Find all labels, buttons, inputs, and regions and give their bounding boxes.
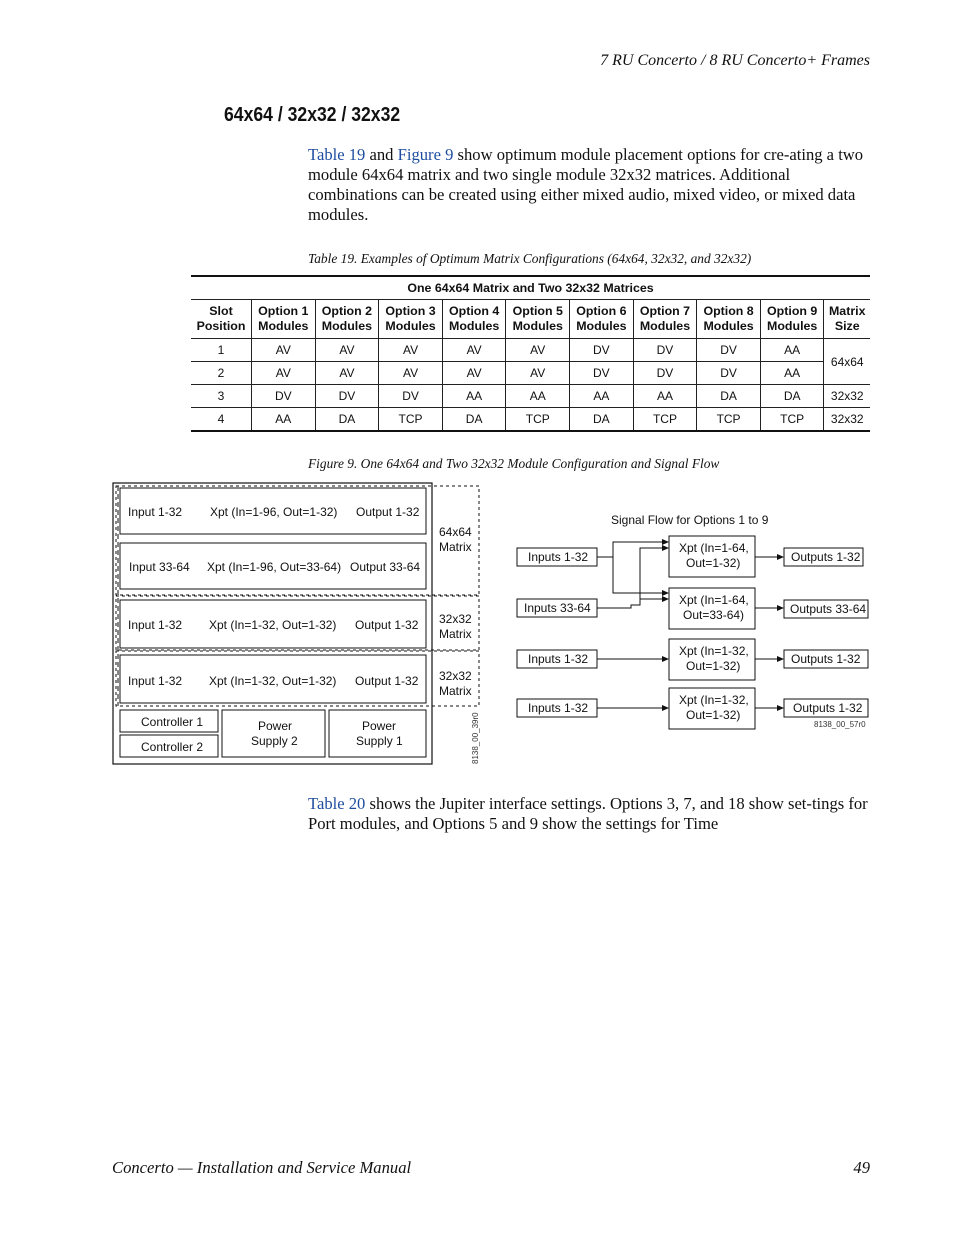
figure9-link[interactable]: Figure 9 [397, 145, 454, 164]
closing-paragraph [308, 794, 868, 834]
table-row [191, 339, 870, 362]
table-row [191, 362, 870, 385]
table-cell: AV [442, 362, 506, 385]
row4-output: Output 1-32 [355, 674, 419, 688]
matrix-64-label-2: Matrix [439, 540, 472, 554]
figure9-caption: Figure 9. One 64x64 and Two 32x32 Module Configuration and Signal Flow [308, 456, 720, 471]
intro-paragraph [308, 145, 868, 225]
cell-slot: 1 [191, 339, 252, 362]
col-option-2: Option 2 Modules [315, 300, 379, 339]
table-cell: DA [315, 408, 379, 432]
table-cell: DV [379, 385, 443, 408]
table-cell: AV [315, 362, 379, 385]
table-cell: AV [315, 339, 379, 362]
table-cell: DV [315, 385, 379, 408]
table-cell: AA [760, 362, 824, 385]
row3-output: Output 1-32 [355, 618, 419, 632]
table-cell: TCP [506, 408, 570, 432]
table-cell: AV [252, 339, 316, 362]
row2-input: Input 33-64 [129, 560, 190, 574]
table-cell: AA [252, 408, 316, 432]
psu-2-label-2: Supply 2 [251, 734, 298, 748]
cell-slot: 2 [191, 362, 252, 385]
input-label-1: Inputs 1-32 [528, 550, 589, 564]
output-label-3: Outputs 1-32 [791, 652, 861, 666]
row1-input: Input 1-32 [128, 505, 183, 519]
intro-text-2: show optimum module placement options for cre-ating a two module 64x64 matrix and two single module 32x32 matrices. Additional combinations can be created using either mixed audio, mixed video, or mixed data modules. [308, 145, 864, 224]
table-cell: AV [442, 339, 506, 362]
col-option-5: Option 5 Modules [506, 300, 570, 339]
col-option-7: Option 7 Modules [633, 300, 697, 339]
table19-top-header: One 64x64 Matrix and Two 32x32 Matrices [191, 276, 870, 300]
running-header: 7 RU Concerto / 8 RU Concerto+ Frames [600, 52, 870, 69]
psu-1-label-2: Supply 1 [356, 734, 403, 748]
figure-right-code: 8138_00_57r0 [814, 720, 866, 729]
table-cell: AA [442, 385, 506, 408]
output-label-1: Outputs 1-32 [791, 550, 861, 564]
xpt-label-3b: Out=1-32) [686, 659, 741, 673]
table-cell: AV [252, 362, 316, 385]
footer-page-number: 49 [853, 1158, 870, 1177]
row3-input: Input 1-32 [128, 618, 183, 632]
row2-xpt: Xpt (In=1-96, Out=33-64) [207, 560, 342, 574]
row1-output: Output 1-32 [356, 505, 420, 519]
table-cell: DA [570, 408, 634, 432]
table19-caption: Table 19. Examples of Optimum Matrix Configurations (64x64, 32x32, and 32x32) [308, 251, 752, 266]
table-cell: DV [252, 385, 316, 408]
figure-left-code: 8138_00_39r0 [471, 712, 480, 764]
table-row [191, 385, 870, 408]
xpt-label-2b: Out=33-64) [683, 608, 745, 622]
table-cell: AV [506, 362, 570, 385]
row4-xpt: Xpt (In=1-32, Out=1-32) [209, 674, 337, 688]
row4-input: Input 1-32 [128, 674, 183, 688]
table-cell: AV [379, 362, 443, 385]
table19 [191, 275, 870, 432]
table-cell: DV [697, 339, 761, 362]
table-cell: TCP [633, 408, 697, 432]
table19-link[interactable]: Table 19 [308, 145, 366, 164]
controller-1-label: Controller 1 [141, 715, 204, 729]
table-cell: DA [760, 385, 824, 408]
row2-output: Output 33-64 [350, 560, 421, 574]
col-option-3: Option 3 Modules [379, 300, 443, 339]
row3-xpt: Xpt (In=1-32, Out=1-32) [209, 618, 337, 632]
psu-2-label: Power [258, 719, 293, 733]
matrix-32a-label-2: Matrix [439, 627, 472, 641]
table-cell: DA [442, 408, 506, 432]
cell-matrix-size: 64x64 [824, 339, 870, 385]
col-option-6: Option 6 Modules [570, 300, 634, 339]
section-title: 64x64 / 32x32 / 32x32 [224, 104, 401, 126]
input-label-2: Inputs 33-64 [524, 601, 591, 615]
cell-matrix-size: 32x32 [824, 385, 870, 408]
table-cell: TCP [697, 408, 761, 432]
table-cell: DV [697, 362, 761, 385]
table-row [191, 408, 870, 432]
col-option-8: Option 8 Modules [697, 300, 761, 339]
signal-flow-diagram [512, 508, 876, 734]
matrix-64-label: 64x64 [439, 525, 472, 539]
table-cell: DV [570, 362, 634, 385]
table-cell: TCP [760, 408, 824, 432]
matrix-32b-label-2: Matrix [439, 684, 472, 698]
row1-xpt: Xpt (In=1-96, Out=1-32) [210, 505, 338, 519]
output-label-2: Outputs 33-64 [790, 602, 867, 616]
slot-group-64x64 [116, 486, 479, 595]
table20-link[interactable]: Table 20 [308, 794, 366, 813]
controller-2-label: Controller 2 [141, 740, 204, 754]
xpt-label-3: Xpt (In=1-32, [679, 644, 749, 658]
col-matrix-size: Matrix Size [824, 300, 870, 339]
xpt-label-1b: Out=1-32) [686, 556, 741, 570]
col-slot-position: Slot Position [191, 300, 252, 339]
signal-flow-title: Signal Flow for Options 1 to 9 [611, 513, 769, 527]
table-cell: AV [506, 339, 570, 362]
matrix-32b-label: 32x32 [439, 669, 472, 683]
xpt-label-4b: Out=1-32) [686, 708, 741, 722]
table-cell: TCP [379, 408, 443, 432]
cell-slot: 3 [191, 385, 252, 408]
output-label-4: Outputs 1-32 [793, 701, 863, 715]
matrix-32a-label: 32x32 [439, 612, 472, 626]
table-cell: AA [633, 385, 697, 408]
col-option-4: Option 4 Modules [442, 300, 506, 339]
cell-slot: 4 [191, 408, 252, 432]
intro-text-1: and [365, 145, 398, 164]
table-cell: DV [633, 362, 697, 385]
frame-layout-diagram [110, 480, 484, 770]
xpt-label-2: Xpt (In=1-64, [679, 593, 749, 607]
table-cell: AV [379, 339, 443, 362]
table-cell: AA [760, 339, 824, 362]
table-cell: DV [633, 339, 697, 362]
psu-1-label: Power [362, 719, 397, 733]
table-cell: AA [570, 385, 634, 408]
input-label-3: Inputs 1-32 [528, 652, 589, 666]
table-cell: DV [570, 339, 634, 362]
xpt-label-4: Xpt (In=1-32, [679, 693, 749, 707]
table-cell: DA [697, 385, 761, 408]
col-option-9: Option 9 Modules [760, 300, 824, 339]
table-cell: AA [506, 385, 570, 408]
cell-matrix-size: 32x32 [824, 408, 870, 432]
input-label-4: Inputs 1-32 [528, 701, 589, 715]
col-option-1: Option 1 Modules [252, 300, 316, 339]
closing-text: shows the Jupiter interface settings. Options 3, 7, and 18 show set-tings for Port modules, and Options 5 and 9 show the settings for Time [308, 794, 868, 833]
footer-manual-title: Concerto — Installation and Service Manual [112, 1158, 412, 1177]
xpt-label-1: Xpt (In=1-64, [679, 541, 749, 555]
